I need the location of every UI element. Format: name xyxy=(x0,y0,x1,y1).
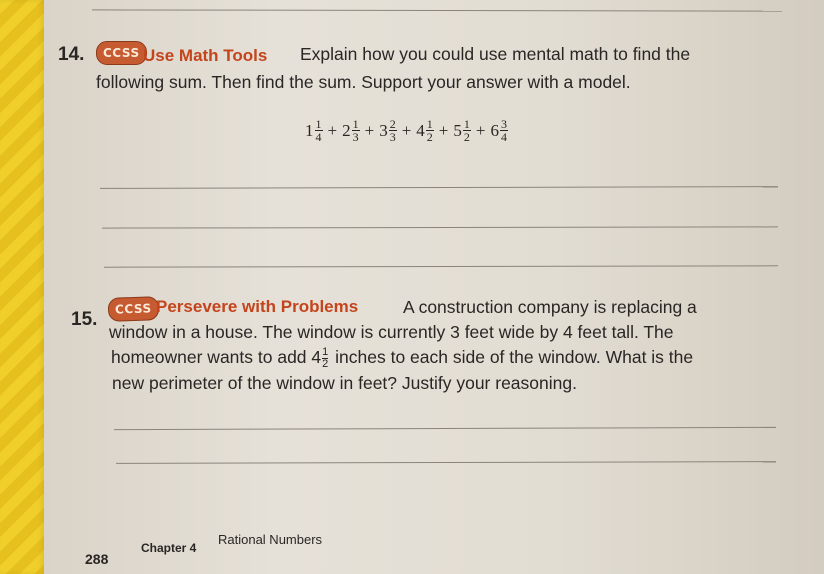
fraction-denominator: 4 xyxy=(315,130,322,144)
fraction-numerator: 1 xyxy=(315,117,322,131)
problem-14-heading: Use Math Tools xyxy=(143,46,268,65)
ccss-badge: CCSS xyxy=(108,296,159,322)
fraction-denominator: 3 xyxy=(389,130,396,144)
fraction xyxy=(352,118,360,143)
problem-14-text-line-2: following sum. Then find the sum. Support your answer with a model. xyxy=(96,72,631,92)
fraction xyxy=(389,118,397,143)
problem-14-number: 14. xyxy=(58,44,85,65)
problem-15-heading: Persevere with Problems xyxy=(156,297,359,316)
line-3-end: inches to each side of the window. What is the xyxy=(335,347,694,367)
fraction-denominator: 4 xyxy=(500,130,507,144)
fraction xyxy=(500,118,508,143)
problem-14-text-line-1: Explain how you could use mental math to find the xyxy=(300,44,691,64)
whole-part: 4 xyxy=(416,120,425,140)
whole-part: 3 xyxy=(379,120,388,140)
mixed-number-sum xyxy=(305,118,508,143)
mixed-number xyxy=(305,118,323,143)
mixed-number xyxy=(416,118,434,143)
mixed-number xyxy=(490,118,508,143)
plus-operator: + xyxy=(401,120,412,140)
fraction-numerator: 1 xyxy=(352,117,359,131)
fraction-denominator: 3 xyxy=(352,130,359,144)
problem-15-number: 15. xyxy=(71,309,98,330)
problem-15-text-line-1: A construction company is replacing a xyxy=(403,297,697,317)
whole-part: 2 xyxy=(342,120,351,140)
fraction-denominator: 2 xyxy=(463,130,470,144)
chapter-label: Chapter 4 xyxy=(141,541,197,555)
plus-operator: + xyxy=(438,120,449,140)
fraction xyxy=(463,118,471,143)
fraction-one-half xyxy=(322,347,328,370)
mixed-number xyxy=(342,118,360,143)
whole-part: 1 xyxy=(305,120,314,140)
mixed-number xyxy=(453,118,471,143)
fraction xyxy=(426,118,434,143)
whole-part: 5 xyxy=(453,120,462,140)
line-3-start: homeowner wants to add 4 xyxy=(111,347,322,367)
mixed-number xyxy=(379,118,397,143)
chapter-title: Rational Numbers xyxy=(218,532,323,547)
problem-15-text-line-4: new perimeter of the window in feet? Justify your reasoning. xyxy=(112,373,577,393)
problem-15-text-line-3 xyxy=(111,345,693,370)
fraction-numerator: 1 xyxy=(322,345,329,358)
fraction-numerator: 1 xyxy=(463,117,470,131)
page-number: 288 xyxy=(85,551,109,567)
plus-operator: + xyxy=(475,120,486,140)
fraction-numerator: 1 xyxy=(426,117,433,131)
plus-operator: + xyxy=(364,120,375,140)
ccss-badge: CCSS xyxy=(96,41,147,65)
page-edge-strip xyxy=(0,0,46,574)
whole-part: 6 xyxy=(490,120,499,140)
fraction-denominator: 2 xyxy=(426,130,433,144)
fraction-numerator: 2 xyxy=(389,117,396,131)
fraction-numerator: 3 xyxy=(500,117,507,131)
fraction xyxy=(315,118,323,143)
problem-15-text-line-2: window in a house. The window is currently 3 feet wide by 4 feet tall. The xyxy=(109,322,674,342)
plus-operator: + xyxy=(327,120,338,140)
fraction-denominator: 2 xyxy=(322,357,329,370)
